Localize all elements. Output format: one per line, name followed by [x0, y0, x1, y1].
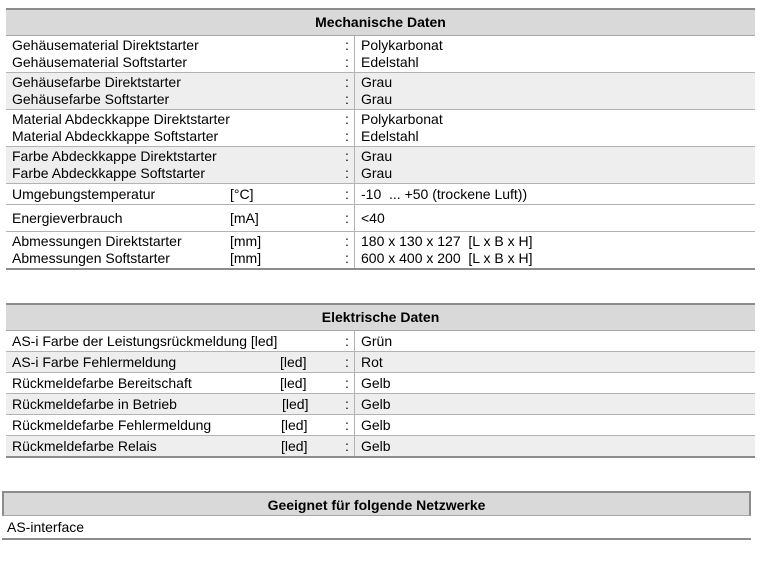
row-value: Polykarbonat Edelstahl: [361, 37, 443, 70]
table-row: [6, 436, 755, 458]
electrical-data-table: [6, 331, 755, 458]
row-label: Farbe Abdeckkappe Direktstarter Farbe Abdeckkappe Softstarter: [6, 147, 224, 184]
row-label: AS-i Farbe der Leistungsrückmeldung [led]: [12, 332, 278, 349]
table-row: [6, 373, 755, 394]
row-value: Gelb: [355, 394, 756, 415]
table-row: [6, 394, 755, 415]
row-unit: [led]: [224, 394, 340, 415]
table-row: [6, 110, 755, 147]
row-value: 180 x 130 x 127 [L x B x H] 600 x 400 x 200 [L x B x H]: [361, 233, 533, 266]
networks-header: Geeignet für folgende Netzwerke: [2, 491, 751, 516]
table-row: [6, 415, 755, 436]
row-label: Gehäusefarbe Direktstarter Gehäusefarbe Softstarter: [6, 73, 224, 110]
row-unit: [led]: [224, 352, 340, 373]
row-separator: :: [340, 373, 355, 394]
row-value: Grau Grau: [355, 73, 756, 110]
row-separator: : :: [340, 36, 355, 73]
row-unit: [led]: [280, 374, 307, 391]
row-separator: : :: [340, 73, 355, 110]
row-unit: [°C]: [230, 185, 254, 202]
mechanical-data-table: [6, 36, 755, 270]
mechanical-data-section: [6, 8, 755, 270]
table-row: [6, 36, 755, 73]
row-unit: [mA]: [230, 209, 259, 226]
row-label: Rückmeldefarbe Bereitschaft: [12, 374, 192, 391]
row-unit: [led]: [224, 436, 340, 458]
row-unit: [mm] [mm]: [230, 233, 262, 266]
row-separator: :: [340, 394, 355, 415]
row-label: Abmessungen Direktstarter Abmessungen Softstarter: [12, 233, 182, 266]
row-value: Polykarbonat Edelstahl: [361, 111, 443, 144]
network-item: AS-interface: [2, 516, 751, 540]
table-row: [6, 331, 755, 352]
row-separator: :: [340, 415, 355, 436]
row-value: <40: [361, 209, 385, 226]
row-label: Rückmeldefarbe in Betrieb: [6, 394, 224, 415]
row-value: Gelb: [361, 416, 391, 433]
row-separator: : :: [340, 110, 355, 147]
row-label: Rückmeldefarbe Fehlermeldung: [12, 416, 212, 433]
row-separator: :: [340, 352, 355, 373]
row-separator: :: [340, 205, 355, 232]
row-label: Gehäusematerial Direktstarter Gehäusematerial Softstarter: [12, 37, 199, 70]
table-row: [6, 352, 755, 373]
mechanical-data-header: Mechanische Daten: [6, 8, 755, 36]
row-unit: [224, 110, 340, 147]
row-separator: : :: [340, 232, 355, 270]
row-unit: [224, 36, 340, 73]
row-unit: [224, 73, 340, 110]
row-label: Umgebungstemperatur: [12, 185, 156, 202]
row-value: -10 ... +50 (trockene Luft)): [361, 185, 528, 202]
electrical-data-header: Elektrische Daten: [6, 303, 755, 331]
row-separator: :: [340, 331, 355, 352]
row-value: Rot: [355, 352, 756, 373]
table-row: [6, 73, 755, 110]
row-label: Rückmeldefarbe Relais: [6, 436, 224, 458]
row-value: Gelb: [361, 374, 391, 391]
row-separator: :: [340, 436, 355, 458]
row-unit: [224, 147, 340, 184]
row-label: Material Abdeckkappe Direktstarter Material Abdeckkappe Softstarter: [12, 111, 230, 144]
row-label: AS-i Farbe Fehlermeldung: [6, 352, 224, 373]
row-value: Grün: [361, 332, 393, 349]
table-row: [6, 232, 755, 270]
networks-section: [2, 491, 751, 540]
row-value: Gelb: [355, 436, 756, 458]
row-separator: :: [340, 184, 355, 205]
row-value: Grau Grau: [355, 147, 756, 184]
row-unit: [led]: [281, 416, 308, 433]
electrical-data-section: [6, 303, 755, 458]
row-label: Energieverbrauch: [12, 209, 123, 226]
table-row: [6, 147, 755, 184]
table-row: [6, 205, 755, 232]
table-row: [6, 184, 755, 205]
row-separator: : :: [340, 147, 355, 184]
